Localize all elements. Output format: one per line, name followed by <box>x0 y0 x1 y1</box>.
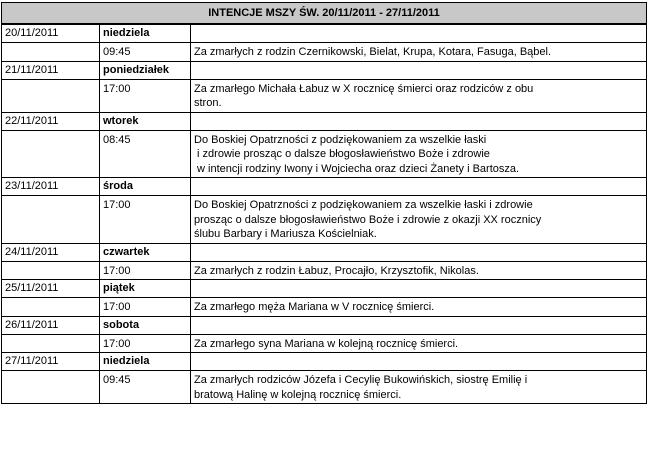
mass-time: 17:00 <box>100 298 191 317</box>
mass-row <box>2 371 647 404</box>
mass-row <box>2 196 647 244</box>
day-weekday: niedziela <box>100 24 191 43</box>
mass-time: 17:00 <box>100 79 191 112</box>
intention-line: stron. <box>194 97 222 109</box>
mass-intention <box>191 261 647 280</box>
day-weekday: poniedziałek <box>100 61 191 79</box>
day-empty-cell <box>191 316 647 334</box>
intention-line: Za zmarłych z rodzin Łabuz, Procajło, Krzysztofik, Nikolas. <box>194 264 479 277</box>
mass-time: 09:45 <box>100 371 191 404</box>
mass-intention <box>191 371 647 404</box>
mass-time: 08:45 <box>100 130 191 178</box>
day-empty-cell <box>191 24 647 43</box>
day-weekday: sobota <box>100 316 191 334</box>
mass-row <box>2 79 647 112</box>
mass-time: 17:00 <box>100 196 191 244</box>
intention-line: i zdrowie prosząc o dalsze błogosławieństwo Boże i zdrowie <box>194 148 490 160</box>
day-date: 27/11/2011 <box>2 353 100 371</box>
intention-line: ślubu Barbary i Mariusza Kościelniak. <box>194 228 377 240</box>
intention-line: Za zmarłych z rodzin Czernikowski, Bielat, Krupa, Kotara, Fasuga, Bąbel. <box>194 46 552 58</box>
mass-time: 17:00 <box>100 261 191 280</box>
day-weekday: piątek <box>100 280 191 298</box>
day-empty-cell <box>191 243 647 261</box>
mass-row <box>2 130 647 178</box>
intention-line: Za zmarłego Michała Łabuz w X rocznicę śmierci oraz rodziców z obu <box>194 82 534 95</box>
mass-row <box>2 261 647 280</box>
mass-intention <box>191 196 647 244</box>
day-weekday: niedziela <box>100 353 191 371</box>
day-row <box>2 178 647 196</box>
day-empty-cell <box>191 353 647 371</box>
day-row <box>2 316 647 334</box>
intention-line: prosząc o dalsze błogosławieństwo Boże i zdrowie z okazji XX rocznicy <box>194 213 542 226</box>
intention-line: Za zmarłych rodziców Józefa i Cecylię Bukowińskich, siostrę Emilię i <box>194 374 528 386</box>
intention-line: bratową Halinę w kolejną rocznicę śmierci. <box>194 388 402 401</box>
intention-line: Do Boskiej Opatrzności z podziękowaniem za wszelkie łaski i zdrowie <box>194 199 533 211</box>
mass-row <box>2 43 647 62</box>
title-row <box>2 3 647 25</box>
day-empty-cell <box>191 280 647 298</box>
mass-date-blank <box>2 196 100 244</box>
mass-intention <box>191 334 647 353</box>
mass-intention <box>191 130 647 178</box>
mass-date-blank <box>2 334 100 353</box>
mass-intention <box>191 79 647 112</box>
day-date: 24/11/2011 <box>2 243 100 261</box>
day-weekday: środa <box>100 178 191 196</box>
mass-intention <box>191 298 647 317</box>
mass-date-blank <box>2 261 100 280</box>
day-row <box>2 61 647 79</box>
mass-row <box>2 334 647 353</box>
day-date: 25/11/2011 <box>2 280 100 298</box>
day-empty-cell <box>191 61 647 79</box>
day-date: 21/11/2011 <box>2 61 100 79</box>
mass-time: 09:45 <box>100 43 191 62</box>
intentions-sheet <box>1 2 646 404</box>
day-row <box>2 353 647 371</box>
day-row <box>2 112 647 130</box>
day-row <box>2 243 647 261</box>
day-date: 20/11/2011 <box>2 24 100 43</box>
intention-line: Do Boskiej Opatrzności z podziękowaniem za wszelkie łaski <box>194 133 487 146</box>
intention-line: Za zmarłego syna Mariana w kolejną rocznicę śmierci. <box>194 337 459 350</box>
mass-time: 17:00 <box>100 334 191 353</box>
mass-intention <box>191 43 647 62</box>
mass-row <box>2 298 647 317</box>
day-empty-cell <box>191 112 647 130</box>
mass-date-blank <box>2 371 100 404</box>
mass-date-blank <box>2 79 100 112</box>
day-empty-cell <box>191 178 647 196</box>
day-row <box>2 24 647 43</box>
day-row <box>2 280 647 298</box>
day-date: 23/11/2011 <box>2 178 100 196</box>
day-date: 26/11/2011 <box>2 316 100 334</box>
mass-date-blank <box>2 43 100 62</box>
mass-date-blank <box>2 298 100 317</box>
intentions-table <box>1 2 647 404</box>
day-date: 22/11/2011 <box>2 112 100 130</box>
day-weekday: czwartek <box>100 243 191 261</box>
mass-date-blank <box>2 130 100 178</box>
day-weekday: wtorek <box>100 112 191 130</box>
intention-line: Za zmarłego męża Mariana w V rocznicę śmierci. <box>194 301 435 313</box>
intention-line: w intencji rodziny Iwony i Wojciecha oraz dzieci Żanety i Bartosza. <box>194 162 520 175</box>
sheet-title: INTENCJE MSZY ŚW. 20/11/2011 - 27/11/2011 <box>2 3 647 25</box>
